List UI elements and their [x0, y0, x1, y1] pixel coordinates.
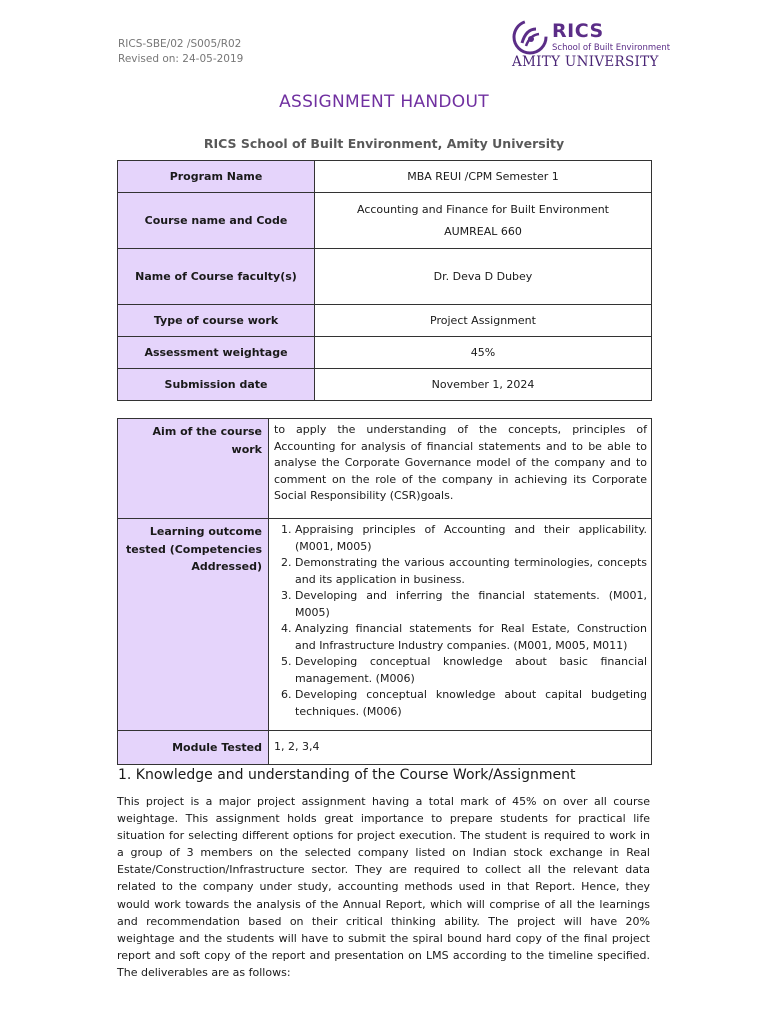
weightage-label: Assessment weightage: [118, 337, 315, 369]
module-tested-label: Module Tested: [118, 731, 269, 765]
table-row: [118, 519, 652, 731]
table-row: [118, 337, 652, 369]
learning-outcome-cell: [269, 519, 652, 731]
program-name-value: MBA REUI /CPM Semester 1: [315, 161, 652, 193]
document-code-block: [118, 37, 243, 67]
list-item: 2. Demonstrating the various accounting terminologies, concepts and its application in business.: [295, 555, 647, 588]
logo-university-text: AMITY UNIVERSITY: [512, 54, 659, 70]
learning-outcome-label: Learning outcome tested (Competencies Addressed): [118, 519, 269, 731]
list-item: 5. Developing conceptual knowledge about basic financial management. (M006): [295, 654, 647, 687]
rics-amity-logo: [512, 16, 671, 72]
table-row: [118, 369, 652, 401]
weightage-value: 45%: [315, 337, 652, 369]
module-tested-value: 1, 2, 3,4: [269, 731, 652, 765]
coursework-type-label: Type of course work: [118, 305, 315, 337]
program-name-label: Program Name: [118, 161, 315, 193]
revision-date: Revised on: 24-05-2019: [118, 53, 244, 65]
coursework-type-value: Project Assignment: [315, 305, 652, 337]
course-info-table: [117, 160, 652, 401]
learning-outcome-list: [274, 522, 647, 720]
table-row: [118, 419, 652, 519]
logo-school-text: School of Built Environment: [552, 43, 671, 53]
table-row: [118, 193, 652, 249]
list-item: 6. Developing conceptual knowledge about capital budgeting techniques. (M006): [295, 687, 647, 720]
submission-date-value: November 1, 2024: [315, 369, 652, 401]
school-title: RICS School of Built Environment, Amity University: [203, 136, 565, 151]
list-item: 1. Appraising principles of Accounting and their applicability. (M001, M005): [295, 522, 647, 555]
faculty-label: Name of Course faculty(s): [118, 249, 315, 305]
rics-emblem-icon: [512, 19, 548, 55]
aim-label: Aim of the course work: [118, 419, 269, 519]
faculty-value: Dr. Deva D Dubey: [315, 249, 652, 305]
page-title: ASSIGNMENT HANDOUT: [279, 92, 489, 112]
aim-text: to apply the understanding of the concepts, principles of Accounting for analysis of financial statements and to be able to analyse the Corporate Governance model of the company and to comment on the role of the company in achieving its Corporate Social Responsibility (CSR)goals.: [269, 419, 652, 519]
table-row: [118, 305, 652, 337]
aim-outcome-table: [117, 418, 652, 765]
course-code: AUMREAL 660: [444, 224, 522, 238]
section-paragraph: This project is a major project assignment having a total mark of 45% on over all course weightage. This assignment holds great importance to prepare students for practical life situation for selecting different options for project execution. The student is required to work in a group of 3 members on the selected company listed on Indian stock exchange in Real Estate/Construction/Infrastructure sector. They are required to collect all the relevant data related to the company under study, accounting methods used in that Report. Hence, they would work towards the analysis of the Annual Report, which will comprise of all the learnings and recommendation based on their critical thinking ability. The project will have 20% weightage and the students will have to submit the spiral bound hard copy of the final project report and soft copy of the report and presentation on LMS according to the timeline specified. The deliverables are as follows:: [117, 795, 650, 979]
table-row: [118, 731, 652, 765]
table-row: [118, 249, 652, 305]
document-code: RICS-SBE/02 /S005/R02: [118, 38, 242, 50]
section-heading: 1. Knowledge and understanding of the Course Work/Assignment: [118, 767, 576, 783]
logo-rics-text: RICS: [552, 20, 604, 42]
course-name-label: Course name and Code: [118, 193, 315, 249]
table-row: [118, 161, 652, 193]
list-item: 3. Developing and inferring the financial statements. (M001, M005): [295, 588, 647, 621]
course-name-value: [315, 193, 652, 249]
submission-date-label: Submission date: [118, 369, 315, 401]
course-name: Accounting and Finance for Built Environment: [357, 202, 609, 216]
list-item: 4. Analyzing financial statements for Real Estate, Construction and Infrastructure Industry companies. (M001, M005, M011): [295, 621, 647, 654]
